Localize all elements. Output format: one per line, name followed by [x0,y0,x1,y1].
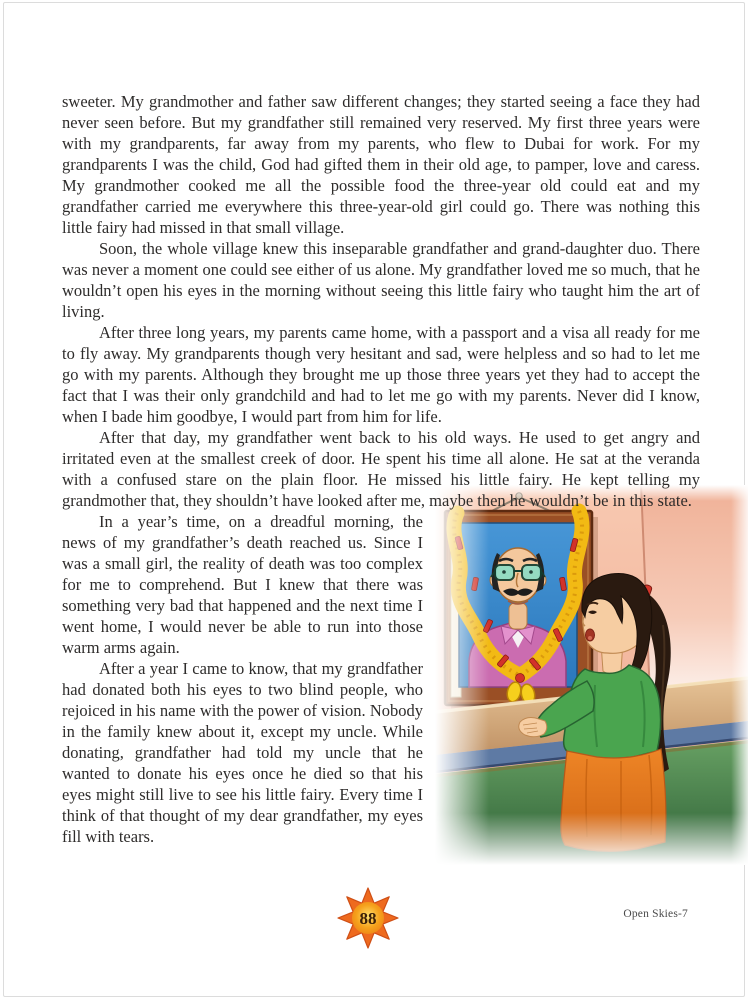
story-paragraph: After a year I came to know, that my grandfather had donated both his eyes to two blind people, who rejoiced in his name with the power of vision. Nobody in the family knew about it, except my uncle. While donating, grandfather had told my uncle that he wanted to donate his eyes once he died so that his eyes might still live to see his little fairy. Every time I think of that thought of my dear grandfather, my eyes fill with tears. [62,659,423,846]
story-paragraph: sweeter. My grandmother and father saw different changes; they started seeing a face they had never seen before. But my grandfather still remained very reserved. My first three years were with my grandparents, far away from my parents, who flew to Dubai for work. For my grandparents I was the child, God had gifted them in their old age, to pamper, love and caress. My grandmother cooked me all the possible food the three-year old could eat and my grandfather carried me everywhere this three-year-old girl could go. There was nothing this little fairy had missed in that small village. [62,92,700,237]
book-title-footer: Open Skies-7 [623,908,688,920]
story-paragraph: In a year’s time, on a dreadful morning, the news of my grandfather’s death reached us. Since I was a small girl, the reality of death was too complex for me to comprehend. But I knew that there was something very bad that happened and the next time I went home, I would never be able to run into those warm arms again. [62,512,423,657]
story-paragraph: After three long years, my parents came home, with a passport and a visa all ready for me to fly away. My grandparents though very hesitant and sad, were helpless and so had to let me go with my parents. Although they brought me up those three years yet they had to accept the fact that I was their only grandchild and had to let me go with my parents. Never did I know, when I bade him goodbye, I would part from him for life. [62,323,700,426]
girl-hand [519,718,547,737]
page-number-badge [336,886,400,950]
story-paragraph: Soon, the whole village knew this inseparable grandfather and grand-daughter duo. There was never a moment one could see either of us alone. My grandfather loved me so much, that he wouldn’t open his eyes in the morning without seeing this little fairy who taught him the art of living. [62,239,700,321]
starburst-icon [336,886,400,950]
page-number: 88 [359,909,377,928]
story-paragraph: After that day, my grandfather went back to his old ways. He used to get angry and irritated even at the smallest creek of door. He spent his time all alone. He sat at the veranda with a confused stare on the plain floor. He missed his little fairy. He kept telling my grandmother that, they shouldn’t have looked after me, maybe then he wouldn’t be in this state. [62,428,700,510]
illustration-graphic [435,485,748,865]
grandfather-portrait-illustration [435,485,748,865]
story-text-block [62,91,700,869]
